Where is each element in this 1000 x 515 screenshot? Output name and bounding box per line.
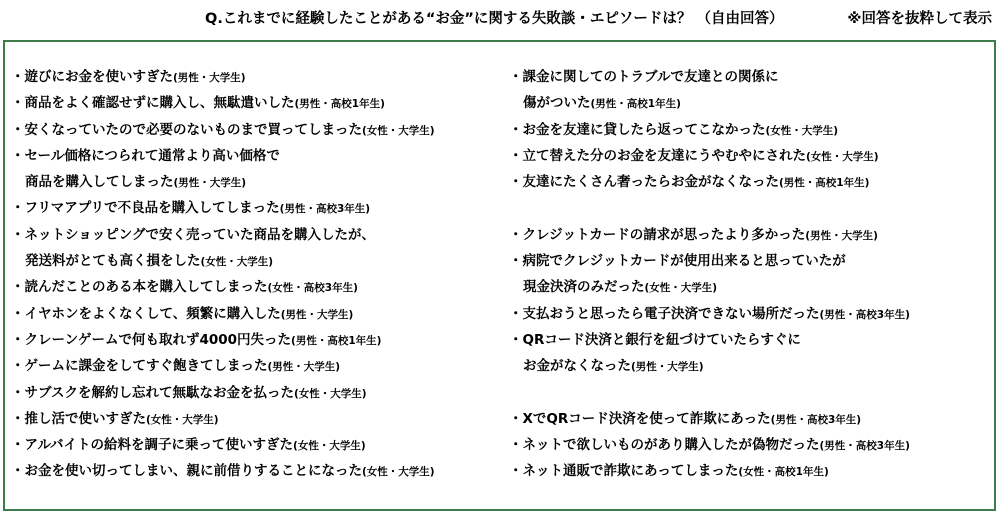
answer-line — [11, 353, 501, 379]
respondent-tag: (男性・高校1年生) — [590, 98, 681, 111]
respondent-tag: (女性・大学生) — [806, 150, 879, 163]
respondent-tag: (女性・大学生) — [644, 282, 718, 295]
answers-right-column — [509, 64, 994, 485]
answer-line — [11, 327, 501, 353]
answers-left-column — [11, 64, 501, 485]
answer-line — [11, 301, 501, 327]
respondent-tag: (女性・大学生) — [362, 466, 435, 479]
answer-text: ・友達にたくさん奢ったらお金がなくなった — [509, 174, 779, 191]
answer-line — [11, 432, 501, 458]
respondent-tag: (女性・大学生) — [765, 124, 839, 137]
answer-line — [11, 195, 501, 221]
answer-text: 発送料がとても高く損をした — [25, 253, 201, 270]
respondent-tag: (男性・大学生) — [173, 177, 247, 190]
answer-text: ・読んだことのある本を購入してしまった — [11, 279, 268, 296]
answer-line — [11, 117, 501, 143]
answer-line — [11, 169, 501, 195]
respondent-tag: (男性・大学生) — [280, 308, 354, 321]
answer-line — [509, 195, 994, 221]
respondent-tag: (女性・高校1年生) — [738, 466, 829, 479]
header — [0, 7, 1000, 29]
answer-text: ・XでQRコード決済を使って詐欺にあった — [509, 410, 771, 427]
answer-line — [509, 406, 994, 432]
answer-text: ・お金を友達に貸したら返ってこなかった — [509, 121, 766, 138]
answer-text: 傷がついた — [523, 95, 591, 112]
answer-text: ・支払おうと思ったら電子決済できない場所だった — [509, 305, 820, 322]
respondent-tag: (女性・大学生) — [293, 387, 367, 400]
respondent-tag: (男性・高校1年生) — [779, 177, 870, 190]
answer-text: ・アルバイトの給料を調子に乗って使いすぎた — [11, 437, 294, 454]
answer-line — [11, 380, 501, 406]
answer-text: ・クレジットカードの請求が思ったより多かった — [509, 226, 806, 243]
answer-line — [11, 406, 501, 432]
respondent-tag: (男性・高校1年生) — [291, 334, 382, 347]
answer-text: ・ネットショッピングで安く売っていた商品を購入したが、 — [11, 226, 375, 243]
respondent-tag: (男性・大学生) — [805, 229, 878, 242]
respondent-tag: (男性・高校1年生) — [294, 98, 385, 111]
answer-text: ・ネット通販で詐欺にあってしまった — [509, 463, 739, 480]
answer-line — [11, 143, 501, 169]
respondent-tag: (男性・高校3年生) — [770, 413, 862, 426]
answer-line — [509, 117, 994, 143]
answers-box — [3, 40, 996, 511]
respondent-tag: (女性・大学生) — [293, 440, 366, 453]
respondent-tag: (女性・大学生) — [362, 124, 435, 137]
answer-text: ・商品をよく確認せずに購入し、無駄遣いした — [11, 95, 295, 112]
answer-text: ・遊びにお金を使いすぎた — [11, 69, 173, 85]
answer-line — [11, 222, 501, 248]
respondent-tag: (男性・高校3年生) — [279, 203, 371, 216]
answer-text: お金がなくなった — [523, 358, 631, 375]
answer-text: ・サブスクを解約し忘れて無駄なお金を払った — [11, 384, 294, 401]
answer-line — [11, 458, 501, 484]
answer-line — [509, 301, 994, 327]
answer-text: ・クレーンゲームで何も取れず4000円失った — [11, 331, 292, 348]
answer-text: ・QRコード決済と銀行を紐づけていたらすぐに — [509, 331, 801, 348]
answer-line — [509, 222, 994, 248]
answer-text: ・フリマアプリで不良品を購入してしまった — [11, 200, 280, 217]
answer-line — [509, 64, 994, 90]
answer-line — [509, 248, 994, 274]
answer-line — [509, 327, 994, 353]
answer-line — [11, 64, 501, 90]
answer-text: ・安くなっていたので必要のないものまで買ってしまった — [11, 121, 362, 138]
answer-text: 現金決済のみだった — [523, 279, 645, 296]
answer-text: ・課金に関してのトラブルで友達との関係に — [509, 69, 779, 85]
respondent-tag: (男性・高校3年生) — [819, 308, 910, 321]
answer-line — [509, 380, 994, 406]
answer-line — [509, 274, 994, 300]
answer-text: ・イヤホンをよくなくして、頻繁に購入した — [11, 305, 281, 322]
respondent-tag: (男性・大学生) — [631, 361, 704, 374]
answer-text: ・推し活で使いすぎた — [11, 410, 146, 427]
answer-text: ・お金を使い切ってしまい、親に前借りすることになった — [11, 463, 362, 480]
respondent-tag: (女性・高校3年生) — [267, 282, 358, 295]
respondent-tag: (男性・大学生) — [173, 72, 246, 84]
answer-line — [11, 274, 501, 300]
answer-text: ・病院でクレジットカードが使用出来ると思っていたが — [509, 253, 846, 270]
answer-text: ・セール価格につられて通常より高い価格で — [11, 147, 280, 164]
answer-text: 商品を購入してしまった — [25, 174, 174, 191]
answer-text: ・ネットで欲しいものがあり購入したが偽物だった — [509, 437, 820, 454]
respondent-tag: (男性・大学生) — [267, 361, 341, 374]
answer-line — [11, 90, 501, 116]
answer-line — [509, 432, 994, 458]
respondent-tag: (女性・大学生) — [200, 256, 274, 269]
answer-line — [509, 169, 994, 195]
answer-line — [509, 353, 994, 379]
question-title: Q.これまでに経験したことがある“お金”に関する失敗談・エピソードは？ （自由回答） — [205, 11, 784, 27]
respondent-tag: (女性・大学生) — [146, 413, 219, 426]
answer-text: ・立て替えた分のお金を友達にうやむやにされた — [509, 147, 806, 164]
answer-line — [11, 248, 501, 274]
answer-text: ・ゲームに課金をしてすぐ飽きてしまった — [11, 358, 268, 375]
answer-line — [509, 143, 994, 169]
excerpt-note: ※回答を抜粋して表示 — [847, 11, 992, 27]
answer-line — [509, 90, 994, 116]
answer-line — [509, 458, 994, 484]
respondent-tag: (男性・高校3年生) — [819, 440, 910, 453]
